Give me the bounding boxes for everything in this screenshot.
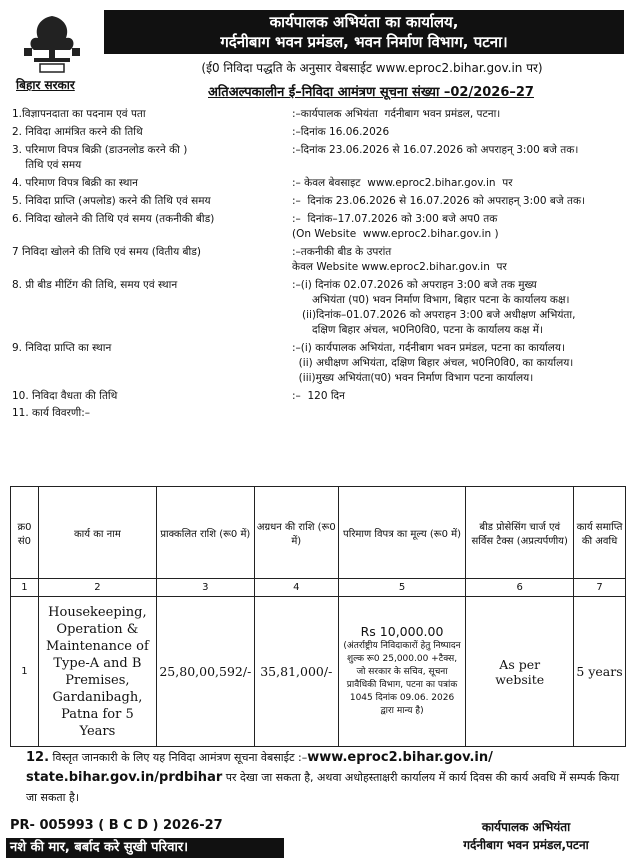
- office-title: [104, 10, 624, 54]
- info-row: [12, 323, 630, 338]
- cell-emd-amount: 35,81,000/-: [254, 597, 338, 747]
- col-number: 4: [254, 579, 338, 597]
- table-header-row: [11, 487, 626, 579]
- info-row: [12, 278, 630, 293]
- info-label: 3. परिमाण विपत्र बिक्री (डाउनलोड करने की ): [12, 144, 188, 156]
- info-label: [12, 227, 292, 242]
- info-value: केवल Website www.eproc2.bihar.gov.in पर: [292, 261, 507, 273]
- info-value: [292, 406, 630, 421]
- tender-title-text: अतिअल्पकालीन ई–निविदा आमंत्रण सूचना संख्या –02/2026–27: [208, 85, 534, 100]
- info-row: [12, 341, 630, 356]
- info-row: [12, 176, 630, 191]
- boq-price-note: (अंतर्राष्ट्रीय निविदाकारों हेतु निष्पादन शुल्क रू0 25,000.00 +टैक्स, जो सरकार के सचिव, सूचना प्रावैधिकी विभाग, पटना का पत्रांक 1045 दिनांक 09.06. 2026 द्वारा मान्य है): [343, 641, 461, 716]
- cell-completion-period: 5 years: [574, 597, 626, 747]
- info-row: [12, 356, 630, 371]
- info-label: [12, 371, 292, 386]
- info-value: :– दिनांक–17.07.2026 को 3:00 बजे अप0 तक: [292, 213, 498, 225]
- info-row: [12, 227, 630, 242]
- info-row: [12, 260, 630, 275]
- info-value: [292, 158, 630, 173]
- info-label: 8. प्री बीड मीटिंग की तिथि, समय एवं स्थान: [12, 279, 178, 291]
- boq-price-value: Rs 10,000.00: [360, 624, 444, 639]
- cell-boq-price: [338, 597, 466, 747]
- info-value: दक्षिण बिहार अंचल, भ0नि0वि0, पटना के कार्यालय कक्ष में।: [292, 324, 543, 336]
- tender-title: [136, 82, 606, 100]
- govt-label: बिहार सरकार: [16, 78, 75, 92]
- info-row: [12, 371, 630, 386]
- pr-number: PR- 005993 ( B C D ) 2026-27: [10, 818, 223, 833]
- info-label: 11. कार्य विवरणी:–: [12, 407, 91, 419]
- info-row: [12, 308, 630, 323]
- cell-sno: 1: [11, 597, 39, 747]
- info-row: [12, 143, 630, 158]
- col-number: 2: [38, 579, 156, 597]
- col-header-emd: अग्रधन की राशि (रू0 में): [254, 487, 338, 579]
- slogan-banner: नशे की मार, बर्बाद करे सुखी परिवार।: [6, 838, 284, 858]
- col-header-boq-price: परिमाण विपत्र का मूल्य (रू0 में): [338, 487, 466, 579]
- table-number-row: [11, 579, 626, 597]
- signatory-office: गर्दनीबाग भवन प्रमंडल,पटना: [463, 838, 589, 852]
- info-label: [12, 356, 292, 371]
- info-row: [12, 158, 630, 173]
- info-value: :–(i) कार्यपालक अभियंता, गर्दनीबाग भवन प्रमंडल, पटना का कार्यालय।: [292, 342, 565, 354]
- info-label: 10. निविदा वैधता की तिथि: [12, 390, 118, 402]
- info-row: [12, 245, 630, 260]
- bihar-emblem-icon: [20, 12, 84, 74]
- info-label: [12, 323, 292, 338]
- col-header-period: कार्य समाप्ति की अवधि: [574, 487, 626, 579]
- col-header-sno: क्र0 सं0: [11, 487, 39, 579]
- info-row: [12, 194, 630, 209]
- cell-work-name: Housekeeping, Operation & Maintenance of Type-A and B Premises, Gardanibagh, Patna for 5 Years: [38, 597, 156, 747]
- info-value: (On Website www.eproc2.bihar.gov.in ): [292, 228, 499, 240]
- info-row: [12, 212, 630, 227]
- info-label: 7 निविदा खोलने की तिथि एवं समय (वितीय बीड): [12, 246, 201, 258]
- info-row: [12, 389, 630, 404]
- info-row: [12, 406, 630, 421]
- further-info-note: [26, 748, 626, 808]
- info-label: 9. निविदा प्राप्ति का स्थान: [12, 342, 112, 354]
- info-label: [12, 308, 292, 323]
- col-number: 3: [156, 579, 254, 597]
- info-label: 2. निविदा आमंत्रित करने की तिथि: [12, 126, 143, 138]
- info-value: :–(i) दिनांक 02.07.2026 को अपराहन 3:00 बजे तक मुख्य: [292, 279, 537, 291]
- info-list: [12, 104, 630, 421]
- col-number: 6: [466, 579, 574, 597]
- col-header-work: कार्य का नाम: [38, 487, 156, 579]
- office-title-line1: कार्यपालक अभियंता का कार्यालय,: [269, 13, 459, 31]
- info-label: 1.विज्ञापनदाता का पदनाम एवं पता: [12, 108, 146, 120]
- info-label: [12, 293, 292, 308]
- col-number: 1: [11, 579, 39, 597]
- info-label: [12, 260, 292, 275]
- cell-estimated-amount: 25,80,00,592/-: [156, 597, 254, 747]
- info-value: :–कार्यपालक अभियंता गर्दनीबाग भवन प्रमंडल, पटना।: [292, 108, 501, 120]
- office-title-line2: गर्दनीबाग भवन प्रमंडल, भवन निर्माण विभाग, पटना।: [220, 33, 508, 51]
- info-row: [12, 125, 630, 140]
- info-label: तिथि एवं समय: [12, 159, 82, 171]
- notice-header: [6, 6, 630, 106]
- info-row: [12, 293, 630, 308]
- col-header-processing: बीड प्रोसेसिंग चार्ज एवं सर्विस टैक्स (अप्रत्यर्पणीय): [466, 487, 574, 579]
- info-value: :–दिनांक 23.06.2026 से 16.07.2026 को अपराहन् 3:00 बजे तक।: [292, 144, 579, 156]
- info-value: (iii)मुख्य अभियंता(प0) भवन निर्माण विभाग पटना कार्यालय।: [292, 372, 534, 384]
- works-table: [10, 486, 626, 747]
- col-header-estimated: प्राक्कलित राशि (रू0 में): [156, 487, 254, 579]
- info-label: 6. निविदा खोलने की तिथि एवं समय (तकनीकी बीड): [12, 213, 215, 225]
- info-value: (ii) अधीक्षण अभियंता, दक्षिण बिहार अंचल, भ0नि0वि0, का कार्यालय।: [292, 357, 574, 369]
- info-value: अभियंता (प0) भवन निर्माण विभाग, बिहार पटना के कार्यालय कक्ष।: [292, 294, 570, 306]
- signatory-title: कार्यपालक अभियंता: [481, 820, 571, 834]
- info-value: :–तकनीकी बीड के उपरांत: [292, 246, 392, 258]
- e-tender-notice-line: (ई0 निविदा पद्धति के अनुसार वेबसाईट www.eproc2.bihar.gov.in पर): [201, 61, 543, 75]
- table-row: [11, 597, 626, 747]
- info-value: :– केवल बेवसाइट www.eproc2.bihar.gov.in पर: [292, 177, 513, 189]
- info-value: :– 120 दिन: [292, 390, 345, 402]
- website-link-1[interactable]: www.eproc2.bihar.gov.in/: [307, 750, 493, 765]
- col-number: 7: [574, 579, 626, 597]
- tender-notice: [6, 6, 630, 858]
- info-label: 4. परिमाण विपत्र बिक्री का स्थान: [12, 177, 139, 189]
- note-number: 12.: [26, 750, 50, 765]
- signature-block: [426, 818, 626, 854]
- col-number: 5: [338, 579, 466, 597]
- note-text-a: विस्तृत जानकारी के लिए यह निविदा आमंत्रण सूचना वेबसाईट :–: [49, 751, 308, 764]
- info-value: (ii)दिनांक–01.07.2026 को अपराहन 3:00 बजे अधीक्षण अभियंता,: [292, 309, 576, 321]
- info-row: [12, 107, 630, 122]
- note-text-b: पर देखा जा सकता है, अथवा अधोहस्ताक्षरी कार्यालय में कार्य दिवस की कार्य अवधि में सम्पर्क किया जा सकता है।: [26, 771, 620, 804]
- info-value: :–दिनांक 16.06.2026: [292, 126, 390, 138]
- info-value: :– दिनांक 23.06.2026 से 16.07.2026 को अपराहन् 3:00 बजे तक।: [292, 195, 585, 207]
- info-label: 5. निविदा प्राप्ति (अपलोड) करने की तिथि एवं समय: [12, 195, 211, 207]
- cell-processing-charge: As per website: [466, 597, 574, 747]
- website-link-2[interactable]: state.bihar.gov.in/prdbihar: [26, 770, 223, 785]
